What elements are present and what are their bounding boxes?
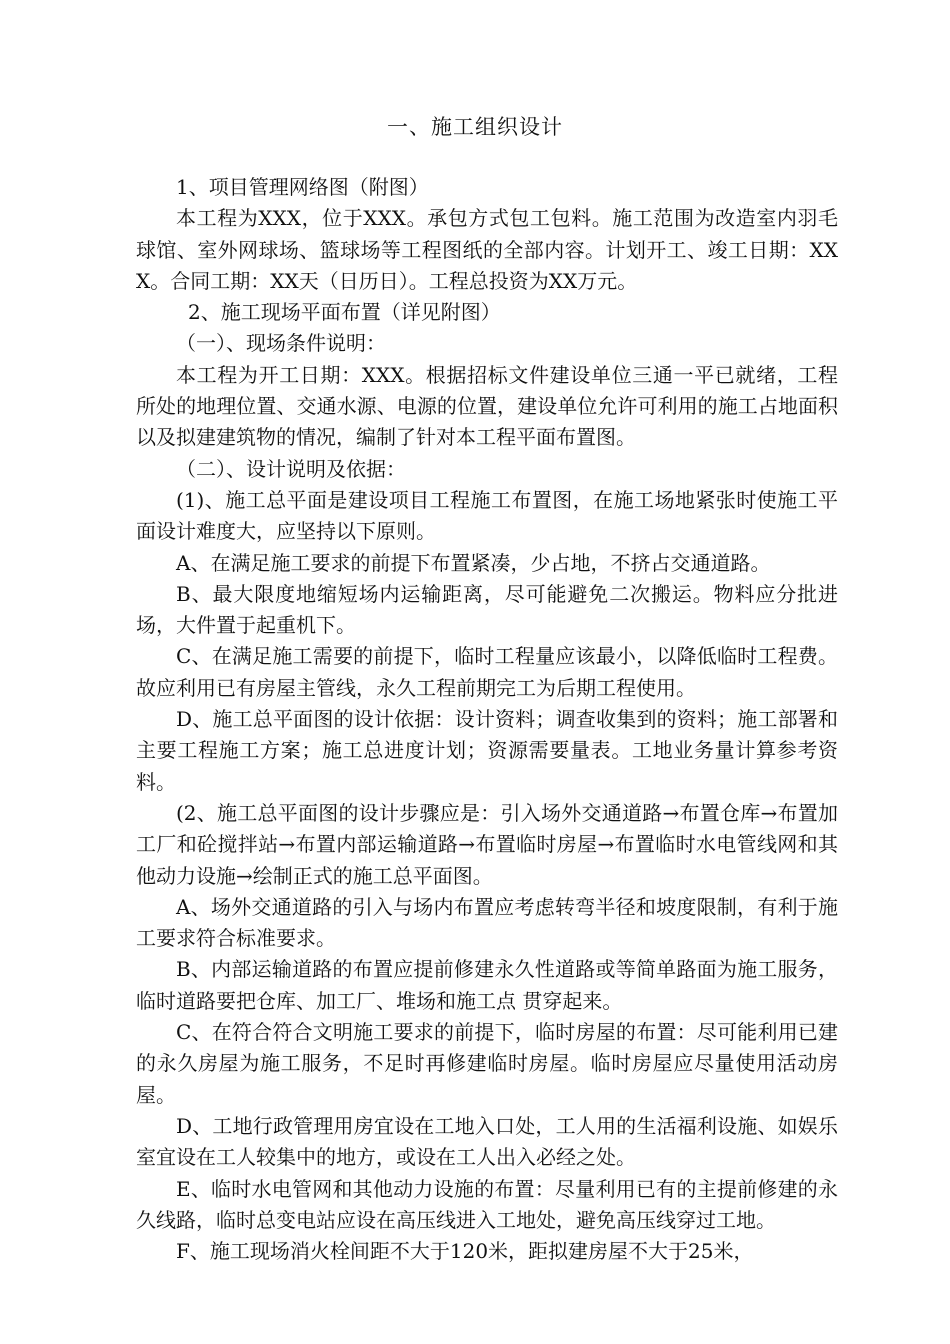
paragraph-step-b: B、内部运输道路的布置应提前修建永久性道路或等简单路面为施工服务，临时道路要把仓库、加工厂、堆场和施工点 贯穿起来。 xyxy=(136,957,838,1013)
paragraph-principle-d: D、施工总平面图的设计依据：设计资料；调查收集到的资料；施工部署和主要工程施工方案；施工总进度计划；资源需要量表。工地业务量计算参考资料。 xyxy=(136,707,838,794)
paragraph-step-c: C、在符合符合文明施工要求的前提下，临时房屋的布置：尽可能利用已建的永久房屋为施工服务，不足时再修建临时房屋。临时房屋应尽量使用活动房屋。 xyxy=(136,1020,838,1107)
paragraph-project-overview: 本工程为XXX，位于XXX。承包方式包工包料。施工范围为改造室内羽毛球馆、室外网球场、篮球场等工程图纸的全部内容。计划开工、竣工日期：XXX。合同工期：XX天（日历日）。工程总投资为XX万元。 xyxy=(136,206,838,293)
paragraph-principle-a: A、在满足施工要求的前提下布置紧凑，少占地，不挤占交通道路。 xyxy=(176,550,771,575)
paragraph-design-basis-heading: （二）、设计说明及依据： xyxy=(176,456,406,481)
paragraph-design-steps: (2、施工总平面图的设计步骤应是：引入场外交通道路→布置仓库→布置加工厂和砼搅拌站→布置内部运输道路→布置临时房屋→布置临时水电管线网和其他动力设施→绘制正式的施工总平面图。 xyxy=(136,800,838,888)
document-title: 一、施工组织设计 xyxy=(387,115,563,139)
paragraph-step-e: E、临时水电管网和其他动力设施的布置：尽量利用已有的主提前修建的永久线路，临时总变电站应设在高压线进入工地处，避免高压线穿过工地。 xyxy=(136,1176,838,1232)
paragraph-step-f: F、施工现场消火栓间距不大于120米，距拟建房屋不大于25米， xyxy=(176,1239,754,1264)
paragraph-principle-c: C、在满足施工需要的前提下，临时工程量应该最小，以降低临时工程费。故应利用已有房屋主管线，永久工程前期完工为后期工程使用。 xyxy=(136,644,838,700)
paragraph-step-d: D、工地行政管理用房宜设在工地入口处，工人用的生活福利设施、如娱乐室宜设在工人较集中的地方，或设在工人出入必经之处。 xyxy=(136,1113,838,1170)
document-body xyxy=(136,172,838,1267)
paragraph-principles-intro: (1)、施工总平面是建设项目工程施工布置图，在施工场地紧张时使施工平面设计难度大，应坚持以下原则。 xyxy=(136,487,838,544)
paragraph-step-a: A、场外交通道路的引入与场内布置应考虑转弯半径和坡度限制，有利于施工要求符合标准要求。 xyxy=(136,894,838,951)
paragraph-project-network: 1、项目管理网络图（附图） xyxy=(176,175,429,199)
paragraph-site-conditions-heading: （一）、现场条件说明： xyxy=(176,331,386,356)
paragraph-principle-b: B、最大限度地缩短场内运输距离，尽可能避免二次搬运。物料应分批进场，大件置于起重机下。 xyxy=(136,581,838,638)
paragraph-site-conditions: 本工程为开工日期：XXX。根据招标文件建设单位三通一平已就绪，工程所处的地理位置、交通水源、电源的位置，建设单位允许可利用的施工占地面积以及拟建建筑物的情况，编制了针对本工程平面布置图。 xyxy=(136,362,838,450)
paragraph-site-layout-heading: 2、施工现场平面布置（详见附图） xyxy=(188,300,501,325)
